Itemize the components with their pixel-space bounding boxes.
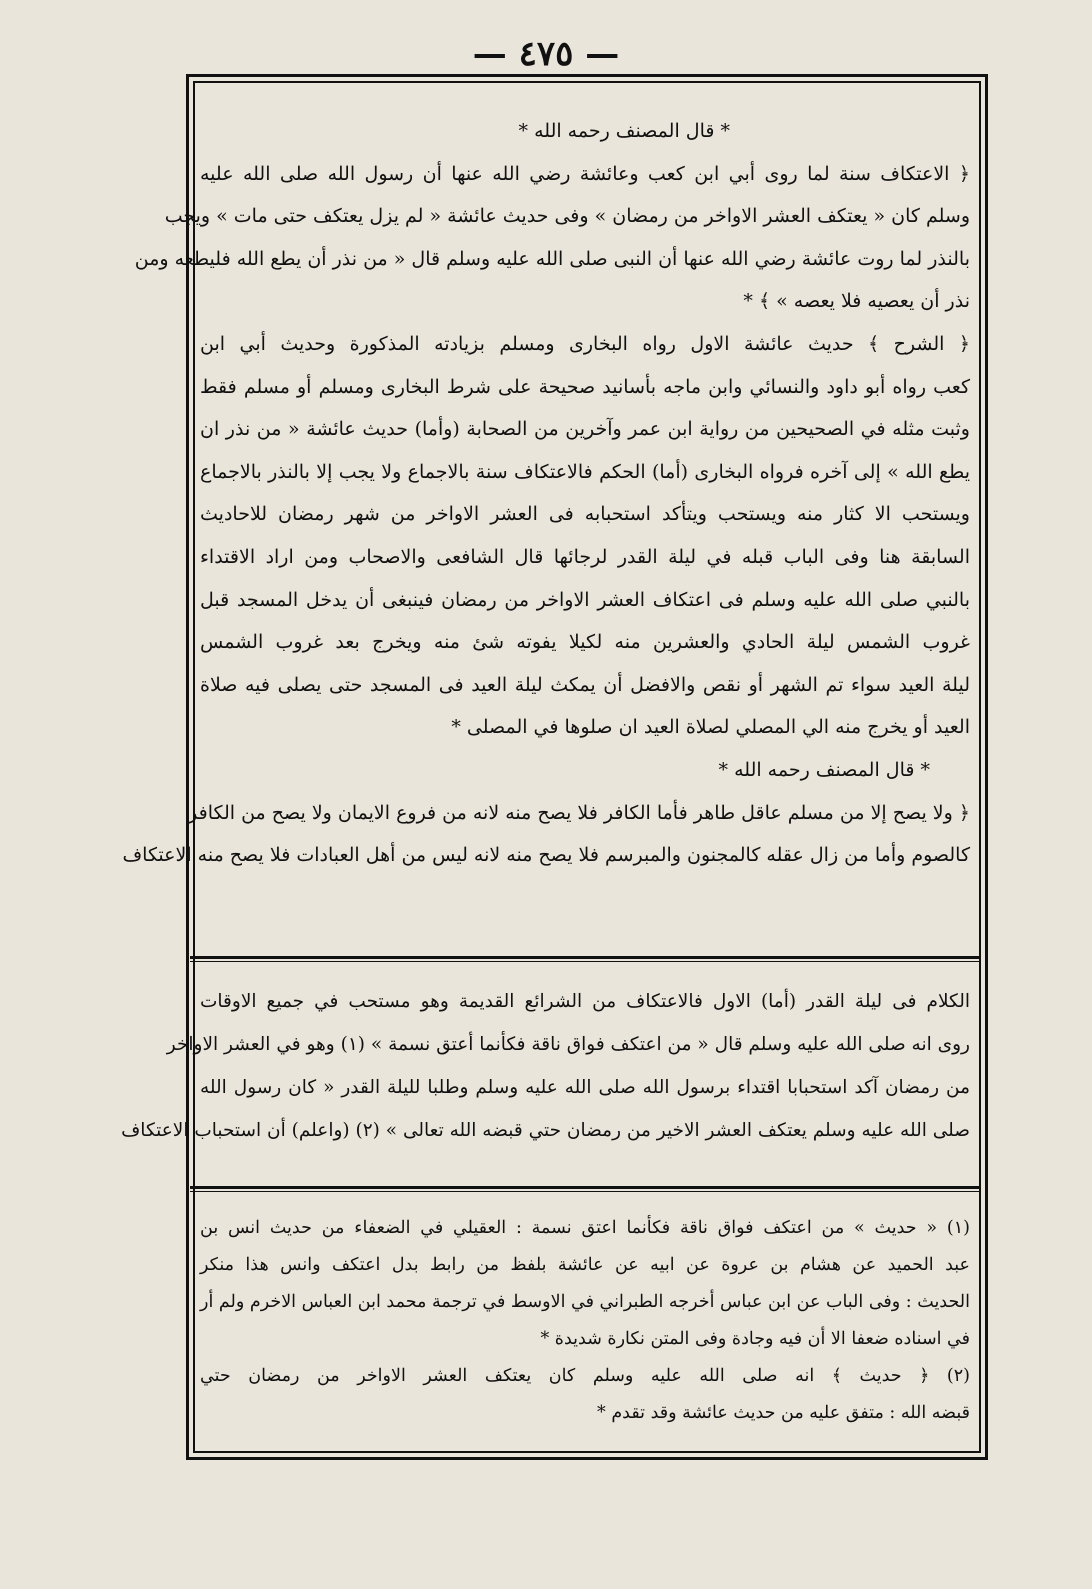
text-line: السابقة هنا وفى الباب قبله في ليلة القدر لرجائها قال الشافعى والاصحاب ومن اراد الاقتداء: [200, 545, 970, 568]
text-line: نذر أن يعصيه فلا يعصه » ﴾ *: [743, 290, 970, 313]
text-line: ويستحب الا كثار منه ويستحب ويتأكد استحبابه فى العشر الاواخر من شهر رمضان للاحاديث: [200, 503, 970, 526]
text-line: ﴿ الاعتكاف سنة لما روى أبي ابن كعب وعائشة رضي الله عنها أن رسول الله صلى الله عليه: [200, 162, 970, 185]
footnote-line: (١) « حديث » من اعتكف فواق ناقة فكأنما اعتق نسمة : العقيلي في الضعفاء من حديث انس بن: [200, 1218, 970, 1238]
text-line: كالصوم وأما من زال عقله كالمجنون والمبرسم فلا يصح منه لانه ليس من أهل العبادات فلا يصح منه الاعتكاف: [122, 844, 970, 867]
text-line: الكلام فى ليلة القدر (أما) الاول فالاعتكاف من الشرائع القديمة وهو مستحب في جميع الاوقات: [200, 991, 970, 1012]
page-number: — ٤٧٥ —: [472, 34, 620, 74]
footnotes: [200, 1210, 970, 1432]
text-line: وسلم كان « يعتكف العشر الاواخر من رمضان » وفى حديث عائشة « لم يزل يعتكف حتى مات » ويجب: [164, 205, 970, 228]
footnote-line: عبد الحميد عن هشام بن عروة عن ابيه عن عائشة بلفظ من رابط بدل اعتكف وانس هذا منكر: [200, 1255, 970, 1275]
text-line: ﴿ ولا يصح إلا من مسلم عاقل طاهر فأما الكافر فلا يصح منه لانه من فروع الايمان ولا يصح من الكافر: [188, 801, 970, 824]
text-line: بالنبي صلى الله عليه وسلم فى اعتكاف العشر الاواخر من رمضان فينبغى أن يدخل المسجد قبل: [200, 588, 970, 611]
footnote-line: في اسناده ضعفا الا أن فيه وجادة وفى المتن نكارة شديدة *: [540, 1329, 970, 1349]
text-line: كعب رواه أبو داود والنسائي وابن ماجه بأسانيد صحيحة على شرط البخارى ومسلم أو مسلم فقط: [200, 375, 970, 398]
footnote-divider: [190, 1186, 980, 1192]
text-line: بالنذر لما روت عائشة رضي الله عنها أن النبى صلى الله عليه وسلم قال « من نذر أن يطع الله فليطعه ومن: [134, 247, 970, 270]
text-line: ﴿ الشرح ﴾ حديث عائشة الاول رواه البخارى ومسلم بزيادته المذكورة وحديث أبي ابن: [200, 332, 970, 355]
commentary-text: [121, 980, 970, 1152]
text-line: وثبت مثله في الصحيحين من رواية ابن عمر وآخرين من الصحابة (وأما) حديث عائشة « من نذر ان: [200, 418, 970, 441]
footnote-line: قبضه الله : متفق عليه من حديث عائشة وقد تقدم *: [597, 1403, 970, 1423]
footnote-line: (٢) ﴿ حديث ﴾ انه صلى الله عليه وسلم كان يعتكف العشر الاواخر من رمضان حتي: [200, 1366, 970, 1386]
text-line: من رمضان آكد استحبابا اقتداء برسول الله صلى الله عليه وسلم وطلبا لليلة القدر « كان رسول الله: [200, 1077, 970, 1098]
text-line: يطع الله » إلى آخره فرواه البخارى (أما) الحكم فالاعتكاف سنة بالاجماع ولا يجب إلا بالنذر بالاجماع: [200, 460, 970, 483]
text-line: صلى الله عليه وسلم يعتكف العشر الاخير من رمضان حتي قبضه الله تعالى » (٢) (واعلم) أن استحباب الاعتكاف: [121, 1120, 970, 1141]
text-line: روى انه صلى الله عليه وسلم قال « من اعتكف فواق ناقة فكأنما أعتق نسمة » (١) وهو في العشر الاواخر: [166, 1034, 970, 1055]
text-line: غروب الشمس ليلة الحادي والعشرين منه لكيلا يفوته شئ منه ويخرج بعد غروب الشمس: [200, 631, 970, 654]
heading-line: * قال المصنف رحمه الله *: [718, 758, 930, 781]
heading-line: * قال المصنف رحمه الله *: [518, 120, 730, 142]
footnote-line: الحديث : وفى الباب عن ابن عباس أخرجه الطبراني في الاوسط في ترجمة محمد ابن العباس الاخرم ولم أر: [200, 1292, 970, 1312]
main-text: [122, 110, 970, 877]
text-line: ليلة العيد سواء تم الشهر أو نقص والافضل أن يمكث ليلة العيد فى المسجد حتى يصلى فيه صلاة: [200, 673, 970, 696]
section-divider: [190, 956, 980, 962]
text-line: العيد أو يخرج منه الي المصلي لصلاة العيد ان صلوها في المصلى *: [451, 716, 970, 739]
